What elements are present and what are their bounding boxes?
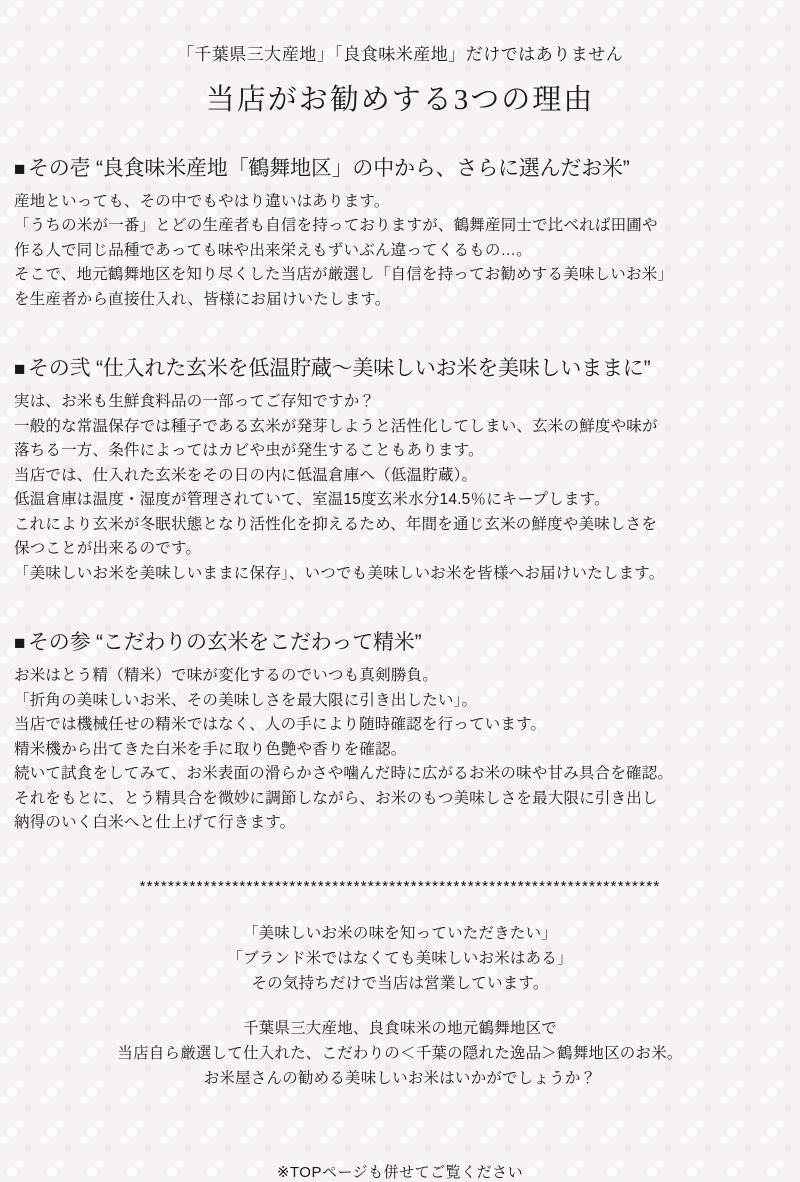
- section-two-line: 当店では、仕入れた玄米をその日の内に低温倉庫へ（低温貯蔵）。: [14, 466, 478, 484]
- section-two-heading-text: その弐 “仕入れた玄米を低温貯蔵〜美味しいお米を美味しいままに”: [27, 357, 651, 381]
- section-two-line: 落ちる一方、条件によってはカビや虫が発生することもあります。: [14, 442, 484, 460]
- closing-line: 「ブランド米ではなくても美味しいお米はある」: [227, 949, 573, 967]
- footnote: ※TOPページも併せてご覧ください: [276, 1164, 524, 1182]
- lead-text: 「千葉県三大産地」「良食味米産地」だけではありません: [176, 45, 624, 64]
- section-three-heading-text: その参 “こだわりの玄米をこだわって精米”: [27, 631, 422, 655]
- section-two-line: これにより玄米が冬眠状態となり活性化を抑えるため、年間を通じ玄米の鮮度や美味しさを: [14, 515, 658, 533]
- section-two-line: 一般的な常温保存では種子である玄米が発芽しようと活性化してしまい、玄米の鮮度や味が: [14, 417, 658, 435]
- divider: *************************************************************************: [139, 877, 661, 895]
- closing-gap: [0, 996, 800, 1016]
- page-title-pre: 当店がお勧めする: [205, 84, 454, 116]
- section-three-line: 当店では機械任せの精米ではなく、人の手により随時確認を行っています。: [14, 716, 547, 734]
- section-two-line: 低温倉庫は温度・湿度が管理されていて、室温15度玄米水分14.5％にキープします。: [14, 491, 610, 509]
- closing-line: お米屋さんの勧める美味しいお米はいかがでしょうか？: [203, 1070, 597, 1088]
- square-bullet-icon: ■: [14, 359, 26, 381]
- section-one-line: を生産者から直接仕入れ、皆様にお届けいたします。: [14, 290, 391, 308]
- closing-line: 千葉県三大産地、良食味米の地元鶴舞地区で: [242, 1020, 557, 1038]
- section-one-line: 「うちの米が一番」とどの生産者も自信を持っておりますが、鶴舞産同士で比べれば田圃や: [14, 217, 658, 235]
- section-three-line: それをもとに、とう精具合を微妙に調節しながら、お米のもつ美味しさを最大限に引き出し: [14, 789, 658, 807]
- section-two: [0, 352, 800, 586]
- section-three-line: 納得のいく白米へと仕上げて行きます。: [14, 814, 296, 832]
- section-three-line: 「折角の美味しいお米、その美味しさを最大限に引き出したい」。: [14, 691, 478, 709]
- section-three: [0, 626, 800, 835]
- closing-block: [0, 921, 800, 1092]
- closing-line: 当店自ら厳選して仕入れた、こだわりの＜千葉の隠れた逸品＞鶴舞地区のお米。: [117, 1045, 683, 1063]
- closing-line: その気持ちだけで当店は営業しています。: [251, 974, 549, 992]
- section-one-heading: [14, 152, 786, 182]
- section-three-heading: [14, 626, 786, 656]
- section-one-line: 産地といっても、その中でもやはり違いはあります。: [14, 193, 390, 210]
- section-three-line: 精米機から出てきた白米を手に取り色艶や香りを確認。: [14, 740, 407, 758]
- square-bullet-icon: ■: [14, 633, 26, 655]
- section-three-line: お米はとう精（精米）で味が変化するのでいつも真剣勝負。: [14, 667, 438, 685]
- section-two-line: 保つことが出来るのです。: [14, 540, 202, 558]
- section-two-heading: [14, 352, 786, 382]
- square-bullet-icon: ■: [14, 159, 26, 180]
- section-two-line: 「美味しいお米を美味しいままに保存」、いつでも美味しいお米を皆様へお届けいたします。: [14, 564, 665, 582]
- page-title-post: つの理由: [470, 84, 595, 116]
- section-three-line: 続いて試食をしてみて、お米表面の滑らかさや噛んだ時に広がるお米の味や甘み具合を確認。: [14, 765, 674, 783]
- closing-line: 「美味しいお米の味を知っていただきたい」: [242, 924, 557, 942]
- page-title-number: 3: [453, 84, 471, 116]
- section-one-line: 作る人で同じ品種であっても味や出来栄えもずいぶん違ってくるもの…。: [14, 241, 532, 259]
- page-title: [0, 77, 800, 118]
- section-two-line: 実は、お米も生鮮食料品の一部ってご存知ですか？: [14, 393, 376, 411]
- section-one: [0, 152, 800, 312]
- section-one-line: そこで、地元鶴舞地区を知り尽くした当店が厳選し「自信を持ってお勧めする美味しいお米」: [14, 266, 674, 284]
- section-one-heading-text: その壱 “良食味米産地「鶴舞地区」の中から、さらに選んだお米”: [27, 157, 630, 180]
